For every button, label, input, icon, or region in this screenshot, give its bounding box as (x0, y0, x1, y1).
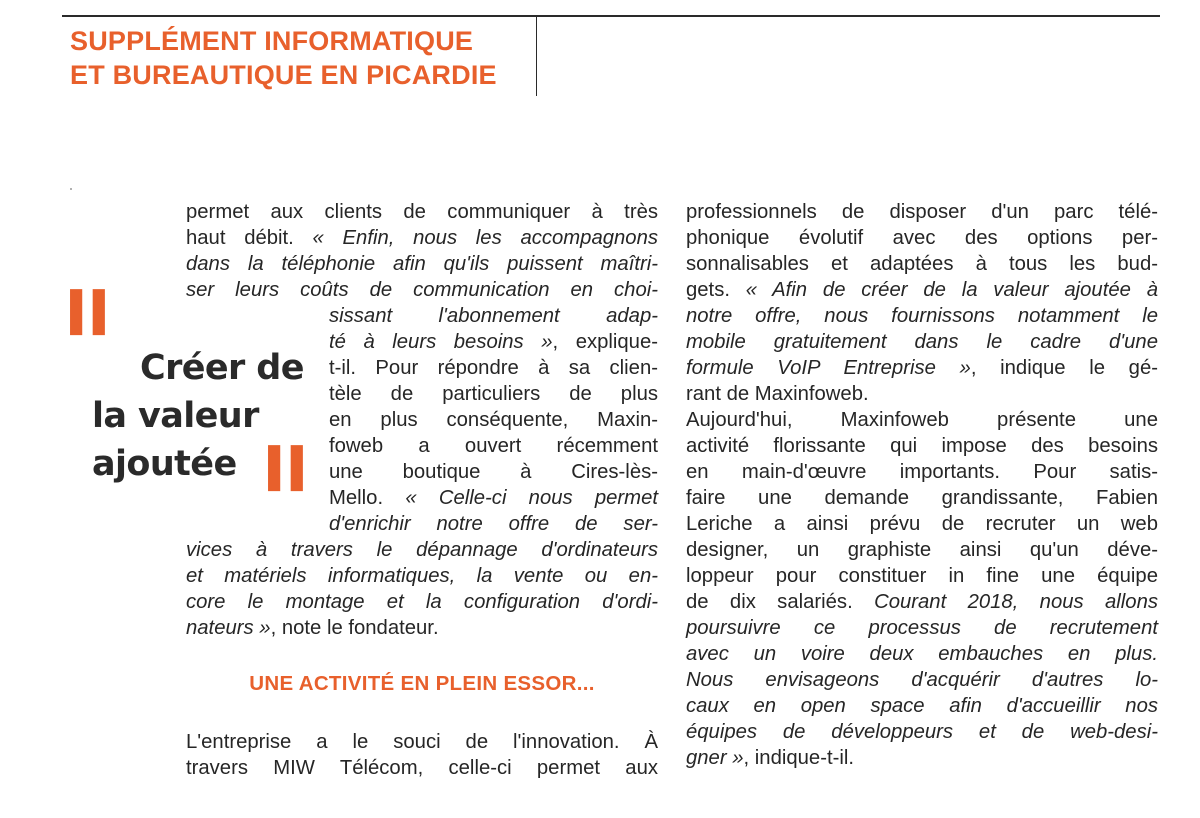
text-line: loppeur pour constituer in fine une équipe (686, 565, 1158, 587)
quote-run: dans la téléphonie afin qu'ils puissent maîtri- (186, 253, 658, 275)
text-line (186, 225, 658, 251)
text-line: sonnalisables et adaptées à tous les bud- (686, 253, 1158, 275)
pull-quote-line2: la valeur (92, 396, 259, 436)
text-line (686, 589, 1158, 615)
text-line: designer, un graphiste ainsi qu'un déve- (686, 539, 1158, 561)
text-line: travers MIW Télécom, celle-ci permet aux (186, 757, 658, 779)
text-line (186, 589, 658, 615)
text-run: gets. (686, 279, 746, 301)
supplement-title-line2: ET BUREAUTIQUE EN PICARDIE (70, 60, 497, 90)
header-divider (536, 16, 537, 96)
quote-run: Nous envisageons d'acquérir d'autres lo- (686, 669, 1158, 691)
quote-run: Courant 2018, nous allons (874, 591, 1158, 613)
text-run: haut débit. (186, 227, 313, 249)
supplement-title-line1: SUPPLÉMENT INFORMATIQUE (70, 26, 474, 56)
text-line (686, 719, 1158, 745)
text-line: tèle de particuliers de plus (329, 383, 658, 405)
quote-run: mobile gratuitement dans le cadre d'une (686, 331, 1158, 353)
text-line (686, 745, 1158, 771)
text-run: , explique- (552, 331, 658, 353)
text-line (686, 693, 1158, 719)
text-run: , indique-t-il. (743, 747, 854, 769)
header-rule (62, 15, 1160, 17)
quote-run: poursuivre ce processus de recrutement (686, 617, 1158, 639)
open-quote-mark: " (60, 256, 115, 454)
text-line (686, 303, 1158, 329)
section-subheading: UNE ACTIVITÉ EN PLEIN ESSOR... (249, 672, 595, 695)
quote-run: sissant l'abonnement adap- (329, 305, 658, 327)
text-line: une boutique à Cires-lès- (329, 461, 658, 483)
quote-run: ser leurs coûts de communication en choi- (186, 279, 658, 301)
quote-run: « Enfin, nous les accompagnons (312, 227, 659, 249)
text-line: foweb a ouvert récemment (329, 435, 658, 457)
quote-run: nateurs » (186, 617, 271, 639)
text-run: Mello. (329, 487, 406, 509)
quote-run: core le montage et la configuration d'ordi- (186, 591, 658, 613)
text-line (186, 329, 658, 355)
text-line (686, 355, 1158, 381)
quote-run: et matériels informatiques, la vente ou en- (186, 565, 658, 587)
quote-run: vices à travers le dépannage d'ordinateurs (186, 539, 658, 561)
text-line (186, 537, 658, 563)
text-line (686, 277, 1158, 303)
pull-quote-line1: Créer de (140, 348, 304, 388)
text-line: t-il. Pour répondre à sa clien- (329, 357, 658, 379)
text-line (186, 485, 658, 511)
text-line (186, 303, 658, 329)
text-line (186, 277, 658, 303)
text-line (186, 251, 658, 277)
text-line (686, 667, 1158, 693)
text-line: faire une demande grandissante, Fabien (686, 487, 1158, 509)
text-line: L'entreprise a le souci de l'innovation. À (186, 731, 658, 753)
quote-run: caux en open space afin d'accueillir nos (686, 695, 1158, 717)
close-quote-mark: " (258, 412, 313, 610)
text-line (686, 641, 1158, 667)
text-line: activité florissante qui impose des besoins (686, 435, 1158, 457)
text-line: rant de Maxinfoweb. (686, 383, 869, 405)
text-run: de dix salariés. (686, 591, 875, 613)
article-column-left (186, 199, 658, 781)
scan-speck (70, 188, 72, 190)
quote-run: gner » (686, 747, 744, 769)
pull-quote-line3: ajoutée (92, 444, 237, 484)
text-line: permet aux clients de communiquer à très (186, 201, 658, 223)
text-line: Leriche a ainsi prévu de recruter un web (686, 513, 1158, 535)
quote-run: « Afin de créer de la valeur ajoutée à (745, 279, 1159, 301)
text-line (686, 615, 1158, 641)
quote-run: d'enrichir notre offre de ser- (329, 513, 658, 535)
text-line (186, 511, 658, 537)
text-line: en main-d'œuvre importants. Pour satis- (686, 461, 1158, 483)
article-column-right (686, 199, 1158, 771)
text-line (686, 329, 1158, 355)
quote-run: notre offre, nous fournissons notamment le (686, 305, 1158, 327)
text-run: , indique le gé- (970, 357, 1158, 379)
quote-run: équipes de développeurs et de web-desi- (686, 721, 1158, 743)
text-line: professionnels de disposer d'un parc télé- (686, 201, 1158, 223)
supplement-title (70, 24, 530, 92)
text-line: en plus conséquente, Maxin- (329, 409, 658, 431)
quote-run: té à leurs besoins » (329, 331, 553, 353)
text-line: phonique évolutif avec des options per- (686, 227, 1158, 249)
text-run: , note le fondateur. (270, 617, 439, 639)
quote-run: avec un voire deux embauches en plus. (686, 643, 1158, 665)
text-line: Aujourd'hui, Maxinfoweb présente une (686, 409, 1158, 431)
text-line (186, 563, 658, 589)
quote-run: formule VoIP Entreprise » (686, 357, 971, 379)
text-line (186, 615, 658, 641)
quote-run: « Celle-ci nous permet (405, 487, 658, 509)
